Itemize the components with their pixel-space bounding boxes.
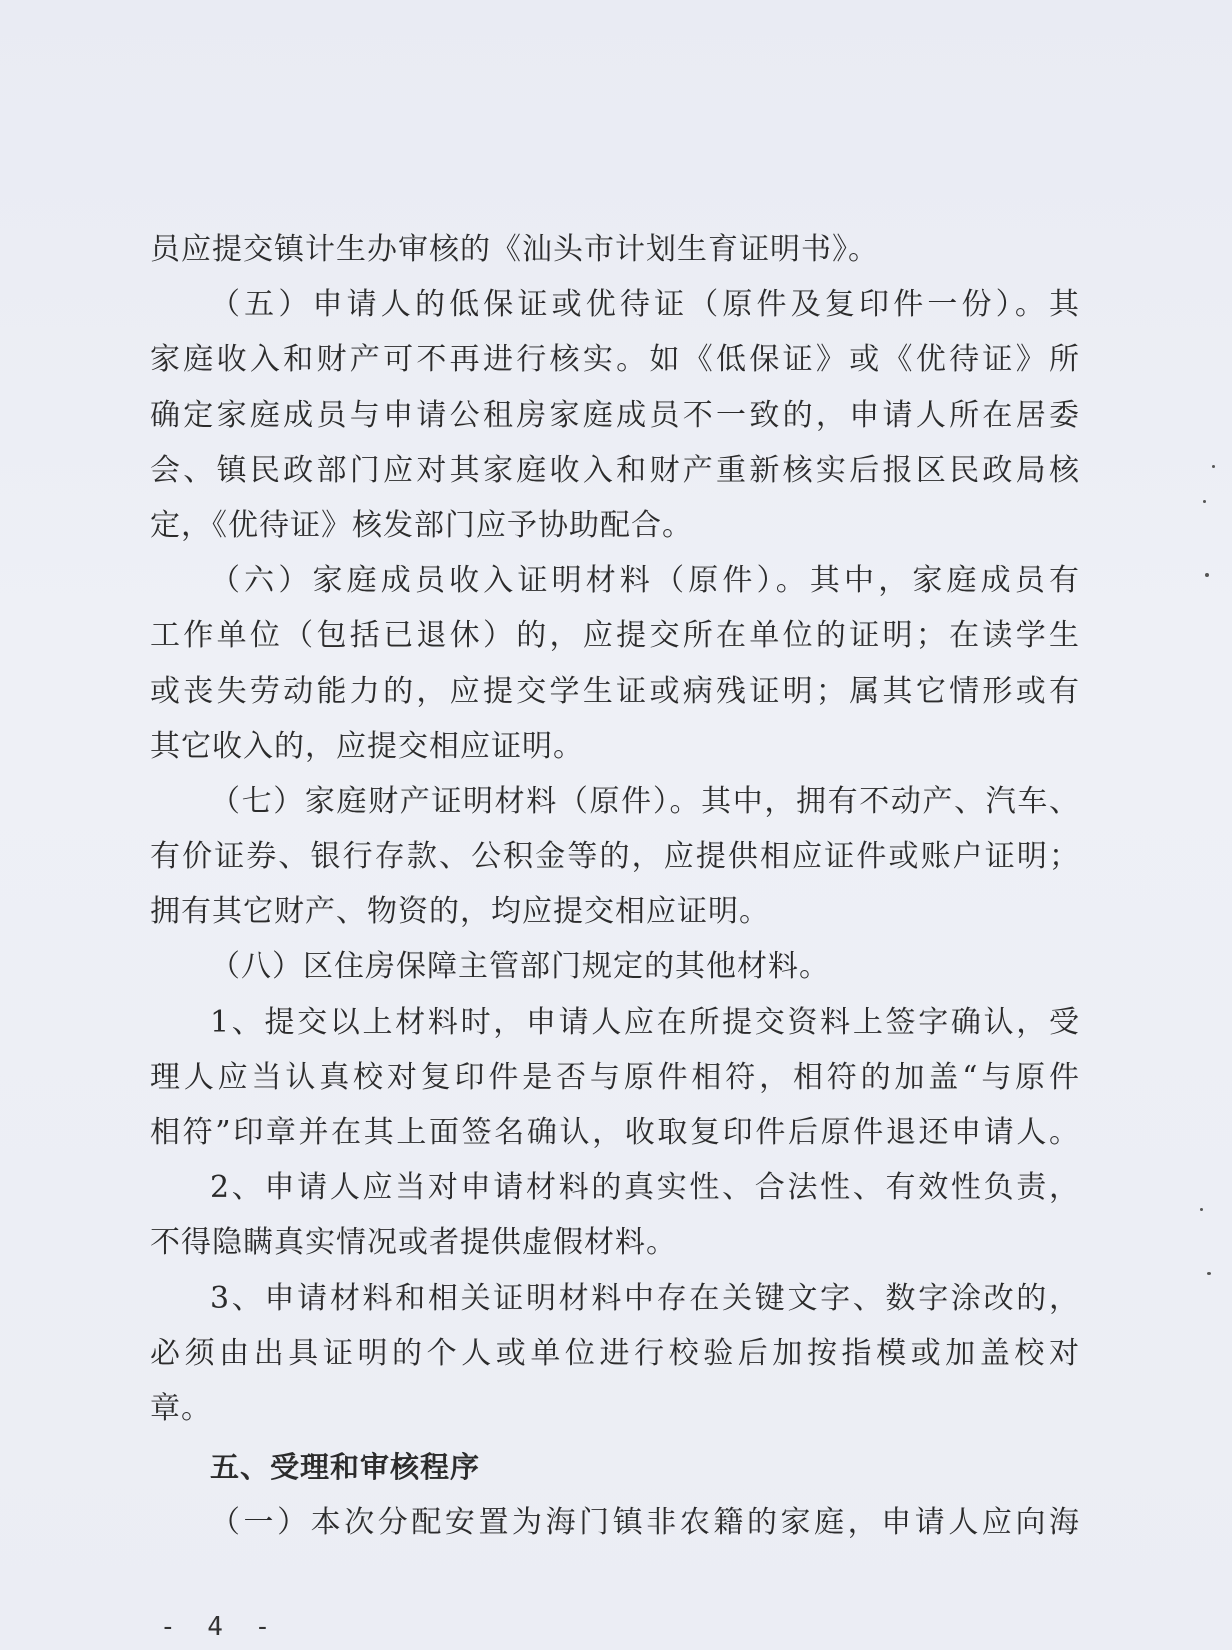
text-line: 3、申请材料和相关证明材料中存在关键文字、数字涂改的， (210, 1280, 1080, 1316)
body-text (150, 222, 1080, 1551)
text-line: 确定家庭成员与申请公租房家庭成员不一致的，申请人所在居委 (150, 397, 1080, 433)
scan-speck (1212, 465, 1215, 468)
scan-speck (1205, 573, 1209, 577)
text-line: （七）家庭财产证明材料（原件）。其中，拥有不动产、汽车、 (210, 783, 1080, 819)
text-line: 理人应当认真校对复印件是否与原件相符，相符的加盖“与原件 (150, 1059, 1080, 1095)
text-line: 工作单位（包括已退休）的，应提交所在单位的证明；在读学生 (150, 618, 1080, 654)
text-line: 其它收入的，应提交相应证明。 (150, 728, 584, 764)
text-line: 家庭收入和财产可不再进行核实。如《低保证》或《优待证》所 (150, 342, 1080, 378)
scan-speck (1207, 1272, 1211, 1275)
text-line: 不得隐瞒真实情况或者提供虚假材料。 (150, 1225, 677, 1261)
text-line: （一）本次分配安置为海门镇非农籍的家庭，申请人应向海 (210, 1505, 1080, 1541)
text-line: （六）家庭成员收入证明材料（原件）。其中，家庭成员有 (210, 563, 1080, 599)
text-line: 章。 (150, 1390, 212, 1426)
text-line: 员应提交镇计生办审核的《汕头市计划生育证明书》。 (150, 232, 879, 267)
scan-speck (1203, 500, 1206, 503)
text-line: 2、申请人应当对申请材料的真实性、合法性、有效性负责， (210, 1170, 1080, 1206)
text-line: 或丧失劳动能力的，应提交学生证或病残证明；属其它情形或有 (150, 673, 1080, 709)
text-line: 有价证券、银行存款、公积金等的，应提供相应证件或账户证明； (150, 839, 1080, 875)
text-line: 相符”印章并在其上面签名确认，收取复印件后原件退还申请人。 (150, 1115, 1080, 1150)
page-number: - 4 - (160, 1612, 279, 1642)
text-line: （八）区住房保障主管部门规定的其他材料。 (210, 949, 830, 985)
text-line: 1、提交以上材料时，申请人应在所提交资料上签字确认，受 (210, 1004, 1080, 1040)
text-line: 会、镇民政部门应对其家庭收入和财产重新核实后报区民政局核 (150, 452, 1080, 488)
section-heading: 五、受理和审核程序 (210, 1450, 481, 1485)
text-line: 拥有其它财产、物资的，均应提交相应证明。 (150, 894, 770, 930)
scan-speck (1200, 1208, 1203, 1211)
text-line: （五）申请人的低保证或优待证（原件及复印件一份）。其 (210, 287, 1080, 323)
text-line: 必须由出具证明的个人或单位进行校验后加按指模或加盖校对 (150, 1335, 1080, 1371)
text-line: 定，《优待证》核发部门应予协助配合。 (150, 507, 693, 543)
